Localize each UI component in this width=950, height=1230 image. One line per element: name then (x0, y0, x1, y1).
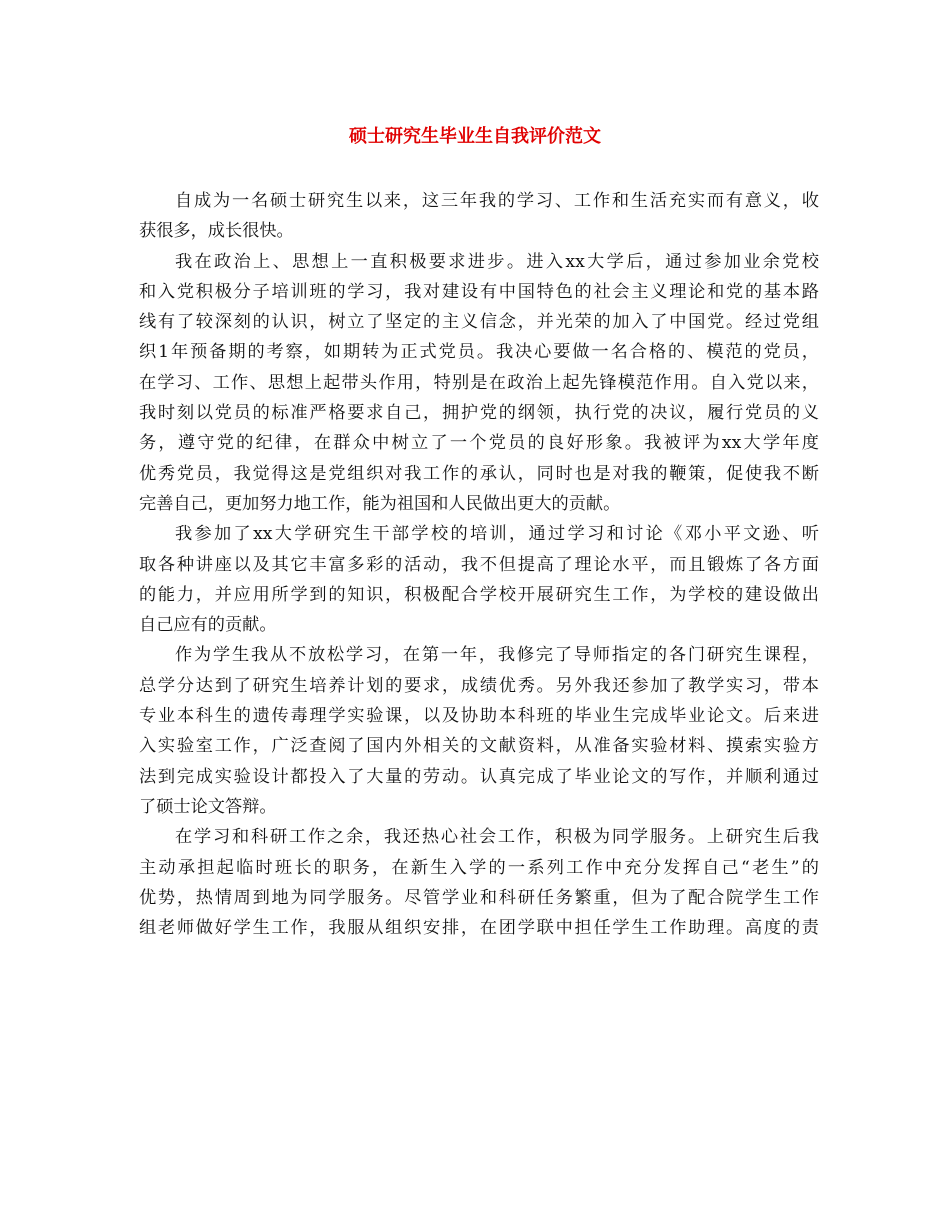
paragraph-4-line-3: 专业本科生的遗传毒理学实验课，以及协助本科班的毕业生完成毕业论文。后来进 (139, 706, 819, 727)
paragraph-4-line-2: 总学分达到了研究生培养计划的要求，成绩优秀。另外我还参加了教学实习，带本 (139, 675, 819, 696)
paragraph-2-line-7: 务，遵守党的纪律，在群众中树立了一个党员的良好形象。我被评为xx大学年度 (139, 433, 819, 454)
document-body (139, 186, 819, 943)
paragraph-2-line-8: 优秀党员，我觉得这是党组织对我工作的承认，同时也是对我的鞭策，促使我不断 (139, 463, 819, 484)
paragraph-3-line-2: 取各种讲座以及其它丰富多彩的活动，我不但提高了理论水平，而且锻炼了各方面 (139, 554, 819, 575)
paragraph-1-line-1: 自成为一名硕士研究生以来，这三年我的学习、工作和生活充实而有意义，收 (175, 191, 819, 211)
paragraph-4-line-4: 入实验室工作，广泛查阅了国内外相关的文献资料，从准备实验材料、摸索实验方 (139, 736, 819, 757)
paragraph-3-line-1: 我参加了xx大学研究生干部学校的培训，通过学习和讨论《邓小平文逊、听 (175, 524, 819, 545)
paragraph-4-line-6: 了硕士论文答辩。 (139, 796, 277, 817)
paragraph-5-line-4: 组老师做好学生工作，我服从组织安排，在团学联中担任学生工作助理。高度的责 (139, 918, 819, 939)
paragraph-5-line-1: 在学习和科研工作之余，我还热心社会工作，积极为同学服务。上研究生后我 (175, 827, 819, 848)
paragraph-2-line-1: 我在政治上、思想上一直积极要求进步。进入xx大学后，通过参加业余党校 (175, 251, 819, 272)
paragraph-4-line-5: 法到完成实验设计都投入了大量的劳动。认真完成了毕业论文的写作，并顺利通过 (139, 766, 819, 787)
paragraph-3-line-3: 的能力，并应用所学到的知识，积极配合学校开展研究生工作，为学校的建设做出 (139, 584, 819, 605)
paragraph-4-line-1: 作为学生我从不放松学习，在第一年，我修完了导师指定的各门研究生课程， (175, 645, 819, 666)
paragraph-5-line-2: 主动承担起临时班长的职务，在新生入学的一系列工作中充分发挥自己“老生”的 (139, 857, 819, 878)
paragraph-2-line-3: 线有了较深刻的认识，树立了坚定的主义信念，并光荣的加入了中国党。经过党组 (139, 312, 819, 333)
paragraph-2-line-5: 在学习、工作、思想上起带头作用，特别是在政治上起先锋模范作用。自入党以来， (139, 372, 819, 393)
paragraph-3-line-4: 自己应有的贡献。 (139, 615, 277, 636)
paragraph-2-line-2: 和入党积极分子培训班的学习，我对建设有中国特色的社会主义理论和党的基本路 (139, 281, 819, 302)
paragraph-2-line-4: 织1年预备期的考察，如期转为正式党员。我决心要做一名合格的、模范的党员， (139, 342, 819, 363)
paragraph-1-line-2: 获很多，成长很快。 (139, 221, 294, 242)
document-title: 硕士研究生毕业生自我评价范文 (349, 126, 601, 147)
paragraph-2-line-9: 完善自己，更加努力地工作，能为祖国和人民做出更大的贡献。 (139, 493, 621, 514)
paragraph-2-line-6: 我时刻以党员的标准严格要求自己，拥护党的纲领，执行党的决议，履行党员的义 (139, 403, 819, 424)
paragraph-5-line-3: 优势，热情周到地为同学服务。尽管学业和科研任务繁重，但为了配合院学生工作 (139, 887, 819, 908)
